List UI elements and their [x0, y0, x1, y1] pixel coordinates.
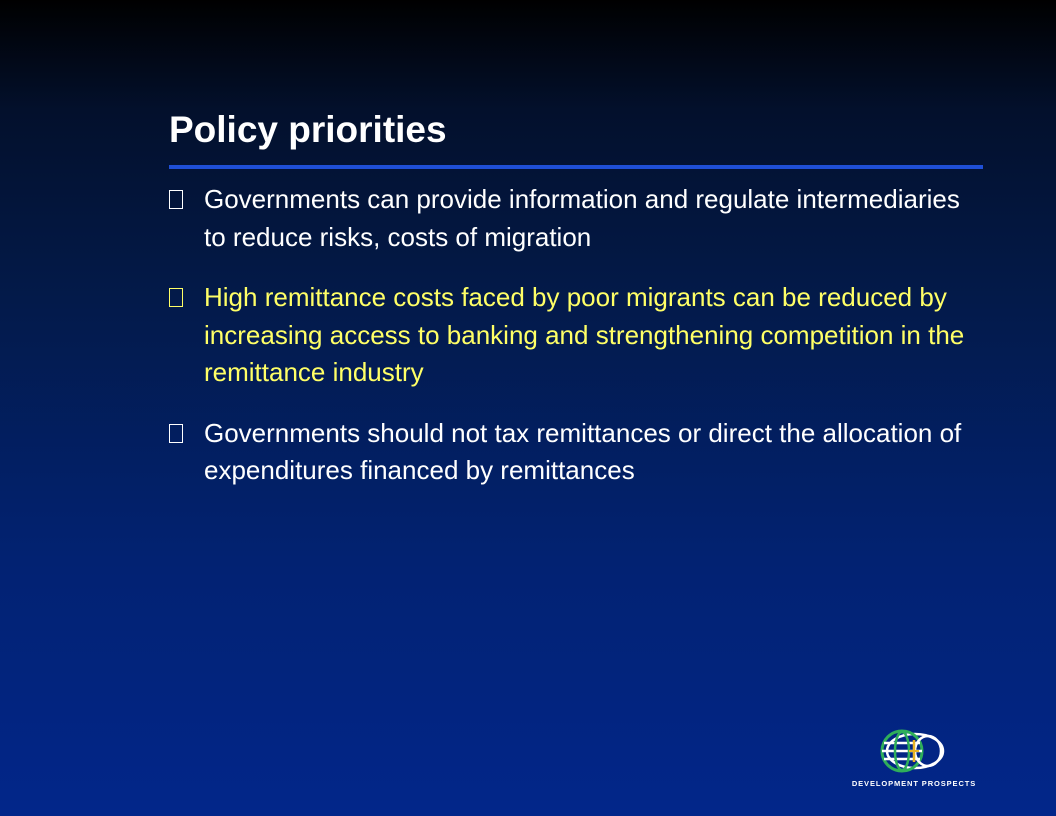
bullet-text: Governments can provide information and regulate intermediaries to reduce risks, costs of migration	[204, 184, 960, 252]
title-underline	[169, 165, 983, 169]
development-prospects-logo	[846, 728, 982, 792]
bullet-item	[169, 415, 969, 490]
bullet-box-icon	[169, 190, 183, 209]
bullet-box-icon	[169, 288, 183, 307]
bullet-item	[169, 279, 969, 392]
logo-caption: DEVELOPMENT PROSPECTS	[851, 779, 977, 788]
globe-logo-icon	[878, 728, 950, 774]
bullet-item	[169, 181, 969, 256]
bullet-list	[169, 181, 969, 513]
bullet-box-icon	[169, 424, 183, 443]
bullet-text: Governments should not tax remittances or direct the allocation of expenditures financed by remittances	[204, 417, 962, 485]
slide-title: Policy priorities	[169, 109, 447, 150]
bullet-text: High remittance costs faced by poor migrants can be reduced by increasing access to banking and strengthening competition in the remittance industry	[204, 282, 965, 387]
